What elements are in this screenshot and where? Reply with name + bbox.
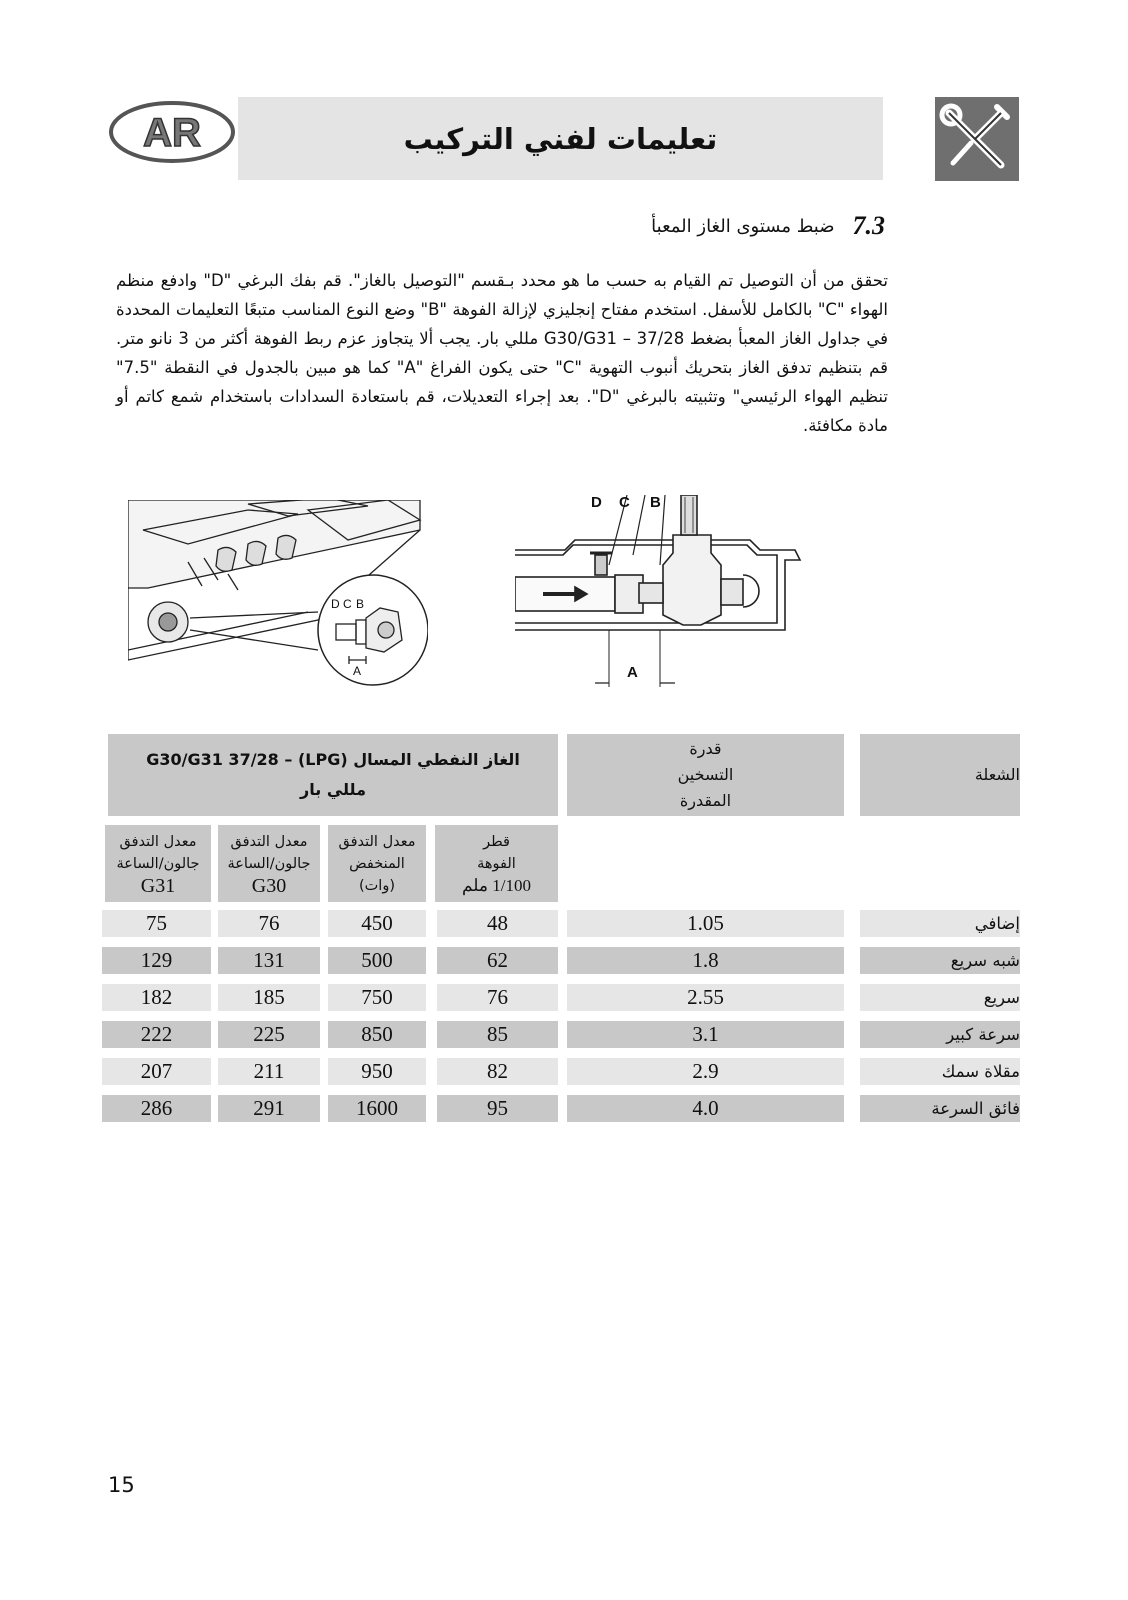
burner-name: إضافي [860, 910, 1020, 937]
burner-name: شبه سريع [860, 947, 1020, 974]
col-g30-label: معدل التدفق جالون/الساعة [227, 833, 311, 872]
fig-left-label-a: A [353, 664, 362, 678]
flow-g30: 225 [218, 1021, 320, 1048]
reduced-flow: 500 [328, 947, 426, 974]
gas-group-header: الغاز النفطي المسال (LPG) – G30/G31 37/28 مللي بار [108, 734, 558, 816]
fig-right-label-b: B [650, 495, 661, 511]
section-title: ضبط مستوى الغاز المعبأ [651, 215, 835, 237]
burner-power: 2.9 [567, 1058, 844, 1085]
flow-g30: 131 [218, 947, 320, 974]
fig-left-label-c: C [343, 597, 352, 611]
col-g31-header [105, 825, 211, 902]
flow-g31: 129 [102, 947, 211, 974]
reduced-flow: 750 [328, 984, 426, 1011]
burner-name: سرعة كبير [860, 1021, 1020, 1048]
col-nozzle-header [435, 825, 558, 902]
col-reduced-header [328, 825, 426, 902]
col-reduced-label: معدل التدفق المنخفض [338, 833, 416, 872]
nozzle-diameter: 48 [437, 910, 558, 937]
flow-g31: 75 [102, 910, 211, 937]
section-number: 7.3 [852, 211, 885, 240]
fig-right-label-c: C [619, 495, 630, 511]
nozzle-diameter: 85 [437, 1021, 558, 1048]
burner-power: 1.05 [567, 910, 844, 937]
reduced-flow: 950 [328, 1058, 426, 1085]
cooktop-figure [128, 500, 428, 688]
flow-g31: 182 [102, 984, 211, 1011]
burner-power: 1.8 [567, 947, 844, 974]
flow-g31: 286 [102, 1095, 211, 1122]
flow-g31: 222 [102, 1021, 211, 1048]
reduced-flow: 1600 [328, 1095, 426, 1122]
burner-power: 2.55 [567, 984, 844, 1011]
fig-right-label-a: A [627, 664, 638, 681]
header-bar [238, 97, 883, 180]
nozzle-diameter: 82 [437, 1058, 558, 1085]
fig-right-label-d: D [591, 495, 602, 511]
page-title: تعليمات لفني التركيب [403, 121, 718, 156]
burner-name: مقلاة سمك [860, 1058, 1020, 1085]
col-reduced-unit: (وات) [358, 877, 396, 894]
instruction-paragraph: تحقق من أن التوصيل تم القيام به حسب ما هو محدد بـقسم "التوصيل بالغاز". قم بفك البرغي "D" وادفع منظم الهواء "C" بالكامل للأسفل. استخدم مفتاح إنجليزي لإزالة الفوهة "B" وضع النوع المناسب متبعًا التعليمات المحددة في جداول الغاز المعبأ بضغط G30/G31 – 37/28 مللي بار. يجب ألا يتجاوز عزم ربط الفوهة أكثر من 3 نانو متر. قم بتنظيم تدفق الغاز بتحريك أنبوب التهوية "C" حتى يكون الفراغ "A" كما هو مبين بالجدول في النقطة "7.5" تنظيم الهواء الرئيسي" وتثبيته بالبرغي "D". بعد إجراء التعديلات، قم باستعادة السدادات باستخدام شمع كاتم أو مادة مكافئة. [116, 271, 888, 435]
col-g30-unit: G30 [251, 874, 287, 897]
language-badge-text: AR [143, 111, 201, 155]
burner-name: فائق السرعة [860, 1095, 1020, 1122]
reduced-flow: 450 [328, 910, 426, 937]
col-nozzle-label: قطر الفوهة [477, 833, 516, 872]
tools-icon [935, 97, 1019, 181]
language-badge [108, 100, 236, 164]
nozzle-diameter: 62 [437, 947, 558, 974]
burner-name: سريع [860, 984, 1020, 1011]
col-g31-unit: G31 [140, 874, 176, 897]
nozzle-diameter: 95 [437, 1095, 558, 1122]
flow-g30: 185 [218, 984, 320, 1011]
col-g30-header [218, 825, 320, 902]
col-burner-header: الشعلة [860, 734, 1020, 816]
burner-power: 3.1 [567, 1021, 844, 1048]
flow-g30: 76 [218, 910, 320, 937]
flow-g30: 291 [218, 1095, 320, 1122]
col-nozzle-unit: 1/100 ملم [461, 875, 532, 895]
section-heading [560, 206, 885, 246]
page-number: 15 [108, 1473, 135, 1497]
col-g31-label: معدل التدفق جالون/الساعة [116, 833, 200, 872]
nozzle-diameter: 76 [437, 984, 558, 1011]
col-power-header: قدرة التسخين المقدرة [567, 734, 844, 816]
flow-g31: 207 [102, 1058, 211, 1085]
fig-left-label-b: B [356, 597, 365, 611]
reduced-flow: 850 [328, 1021, 426, 1048]
fig-left-label-d: D [331, 597, 340, 611]
burner-power: 4.0 [567, 1095, 844, 1122]
burner-section-figure [515, 495, 815, 705]
flow-g30: 211 [218, 1058, 320, 1085]
